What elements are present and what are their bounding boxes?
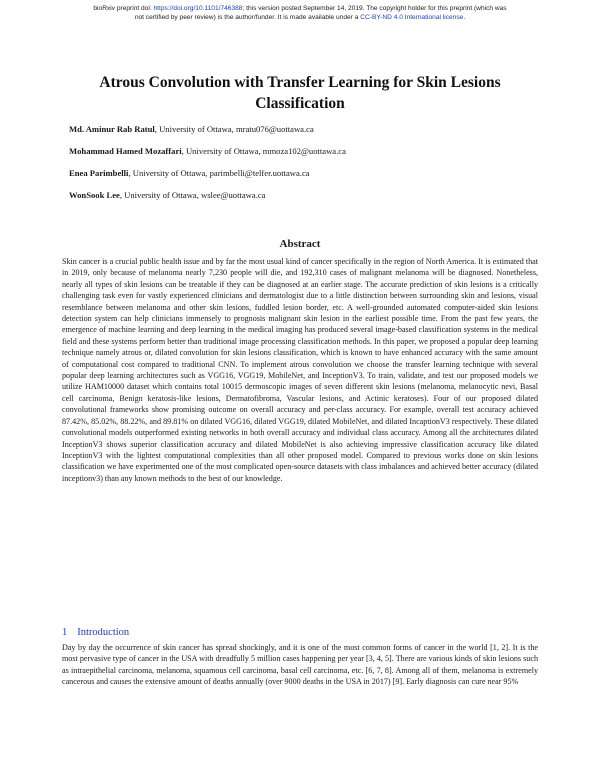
author-name: Md. Aminur Rab Ratul — [69, 124, 155, 134]
author-entry — [69, 118, 539, 140]
header-license-suffix: . — [463, 14, 466, 21]
section-title: Introduction — [77, 627, 130, 638]
header-license-prefix: not certified by peer review) is the author/funder. It is made available under a — [134, 14, 361, 21]
section-number: 1 — [62, 627, 68, 638]
author-affiliation: , University of Ottawa, mratu076@uottawa.ca — [154, 124, 314, 134]
header-doi-suffix: ; this version posted September 14, 2019. The copyright holder for this preprint (which was — [242, 5, 507, 12]
author-name: WonSook Lee — [69, 190, 120, 200]
author-entry — [69, 184, 539, 206]
header-doi-prefix: bioRxiv preprint doi: — [93, 5, 154, 12]
author-entry — [69, 140, 539, 162]
author-affiliation: , University of Ottawa, parimbelli@telfer.uottawa.ca — [128, 168, 310, 178]
author-affiliation: , University of Ottawa, wslee@uottawa.ca — [119, 190, 266, 200]
paper-title: Atrous Convolution with Transfer Learning for Skin Lesions Classification — [99, 74, 501, 112]
author-entry — [69, 162, 539, 184]
author-list — [69, 118, 539, 206]
abstract-heading: Abstract — [279, 238, 321, 250]
author-name: Mohammad Hamed Mozaffari — [69, 146, 182, 156]
introduction-body: Day by day the occurrence of skin cancer has spread shockingly, and it is one of the most common forms of cancer in the world [1, 2]. It is the most pervasive type of cancer in the USA with dreadfully 5 million cases happening per year [3, 4, 5]. There are various kinds of skin lesions such as intraepithelial carcinoma, melanoma, squamous cell carcinoma, basal cell carcinoma, etc. [6, 7, 8]. Among all of them, melanoma is extremely cancerous and causes the extensive amount of deaths annually (over 9000 deaths in the USA in 2017) [9]. Early diagnosis can cure near 95% — [62, 643, 538, 687]
header-line-1 — [0, 4, 600, 13]
author-affiliation: , University of Ottawa, mmoza102@uottawa.ca — [181, 146, 346, 156]
preprint-header — [0, 4, 600, 22]
abstract-body: Skin cancer is a crucial public health issue and by far the most usual kind of cancer specifically in the region of North America. It is estimated that in 2019, only because of melanoma nearly 7,230 people will die, and 192,310 cases of malignant melanoma will be diagnosed. Nonetheless, nearly all types of skin lesions can be treatable if they can be diagnosed at an earlier stage. The accurate prediction of skin lesions is a critically challenging task even for vastly experienced clinicians and dermatologist due to a little distinction between surrounding skin and lesions, visual resemblance between melanoma and other skin lesions, fuddled lesion border, etc. A well-grounded automated computer-aided skin lesions detection system can help clinicians immensely to prognosis malignant skin lesion in the earliest possible time. From the past few years, the emergence of machine learning and deep learning in the medical imaging has produced several image-based classification systems in the medical field and these systems perform better than traditional image processing classification methods. In this paper, we proposed a popular deep learning technique namely atrous or, dilated convolution for skin lesions classification, which is known to have enhanced accuracy with the same amount of computational cost compared to traditional CNN. To implement atrous convolution we choose the transfer learning technique with several popular deep learning architectures such as VGG16, VGG19, MobileNet, and InceptionV3. To train, validate, and test our proposed models we utilize HAM10000 dataset which contains total 10015 dermoscopic images of seven different skin lesions (melanoma, melanocytic nevi, Basal cell carcinoma, Benign keratosis-like lesions, Dermatofibroma, Vascular lesions, and Actinic keratoses). Four of our proposed dilated convolutional frameworks show promising outcome on overall accuracy and per-class accuracy. For example, overall test accuracy achieved 87.42%, 85.02%, 88.22%, and 89.81% on dilated VGG16, dilated VGG19, dilated MobileNet, and dilated IncaptionV3 respectively. These dilated convolutional models outperformed existing networks in both overall accuracy and individual class accuracy. Among all the architectures dilated InceptionV3 shows superior classification accuracy and dilated MobileNet is also achieving impressive classification accuracy like dilated InceptionV3 with the lightest computational complexities than all other proposed model. Compared to previous works done on skin lesions classification we have experimented one of the most complicated open-source datasets with class imbalances and achieved better accuracy (dilated inceptionv3) than any known methods to the best of our knowledge. — [62, 257, 538, 483]
author-name: Enea Parimbelli — [69, 168, 129, 178]
doi-link[interactable]: https://doi.org/10.1101/746388 — [153, 5, 243, 12]
license-link[interactable]: CC-BY-ND 4.0 International license — [360, 14, 464, 21]
section-heading-introduction — [62, 627, 129, 638]
header-line-2 — [0, 13, 600, 22]
